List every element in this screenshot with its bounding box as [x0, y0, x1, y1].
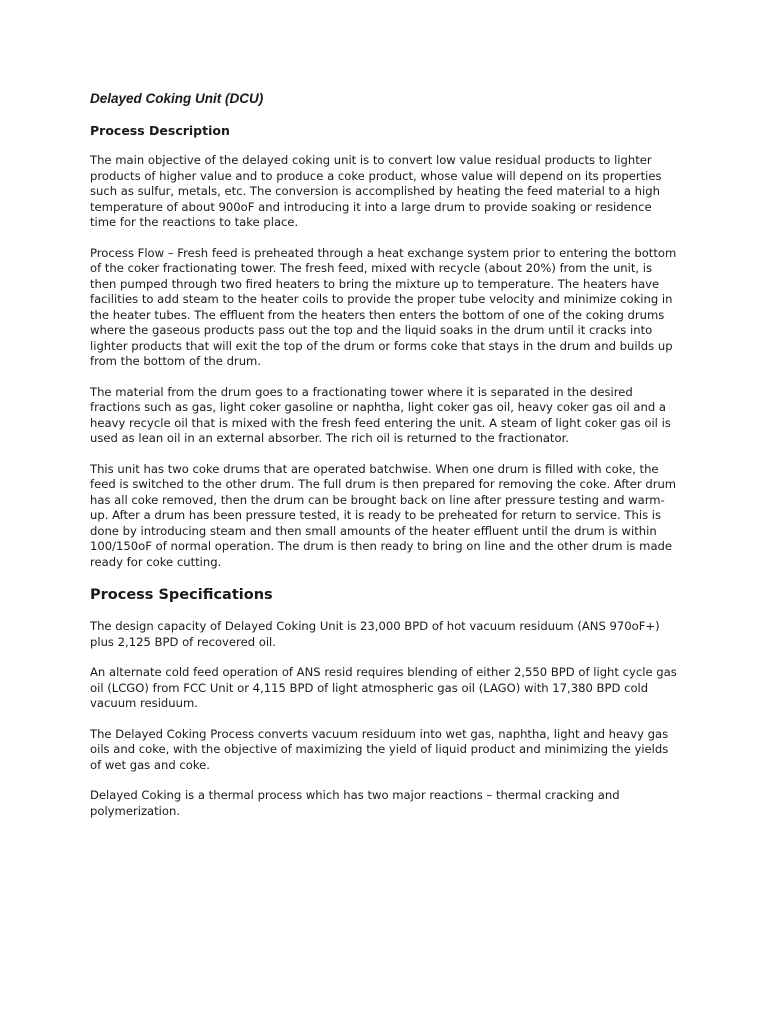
paragraph-coke-drums: This unit has two coke drums that are operated batchwise. When one drum is filled with coke, the feed is switched to the other drum. The full drum is then prepared for removing the coke. After drum has all coke removed, then the drum can be brought back on line after pressure testing and warm-up. After a drum has been pressure tested, it is ready to be preheated for return to service. This is done by introducing steam and then small amounts of the heater effluent until the drum is within 100/150oF of normal operation. The drum is then ready to bring on line and the other drum is made ready for coke cutting.: [90, 461, 677, 569]
section-heading-process-description: Process Description: [90, 123, 230, 138]
document-title: Delayed Coking Unit (DCU): [90, 91, 264, 106]
paragraph-objective: The main objective of the delayed coking unit is to convert low value residual products to lighter products of higher value and to produce a coke product, whose value will depend on its properties such as sulfur, metals, etc. The conversion is accomplished by heating the feed material to a high temperature of about 900oF and introducing it into a large drum to provide soaking or residence time for the reactions to take place.: [90, 153, 662, 229]
paragraph-design-capacity: The design capacity of Delayed Coking Unit is 23,000 BPD of hot vacuum residuum (ANS 970oF+) plus 2,125 BPD of recovered oil.: [90, 619, 660, 649]
paragraph-cold-feed: An alternate cold feed operation of ANS resid requires blending of either 2,550 BPD of light cycle gas oil (LCGO) from FCC Unit or 4,115 BPD of light atmospheric gas oil (LAGO) with 17,380 BPD cold vacuum residuum.: [90, 665, 677, 710]
section-heading-process-specifications: Process Specifications: [90, 587, 273, 603]
paragraph-conversion: The Delayed Coking Process converts vacuum residuum into wet gas, naphtha, light and heavy gas oils and coke, with the objective of maximizing the yield of liquid product and minimizing the yields of wet gas and coke.: [90, 726, 669, 772]
paragraph-thermal-process: Delayed Coking is a thermal process which has two major reactions – thermal cracking and polymerization.: [90, 788, 620, 818]
paragraph-fractionating: The material from the drum goes to a fractionating tower where it is separated in the desired fractions such as gas, light coker gasoline or naphtha, light coker gas oil, heavy coker gas oil and a heavy recycle oil that is mixed with the fresh feed entering the unit. A steam of light coker gas oil is used as lean oil in an external absorber. The rich oil is returned to the fractionator.: [90, 384, 671, 445]
document-page: [90, 90, 680, 834]
paragraph-process-flow: Process Flow – Fresh feed is preheated through a heat exchange system prior to entering the bottom of the coker fractionating tower. The fresh feed, mixed with recycle (about 20%) from the unit, is then pumped through two fired heaters to bring the mixture up to temperature. The heaters have facilities to add steam to the heater coils to provide the proper tube velocity and minimize coking in the heater tubes. The effluent from the heaters then enters the bottom of one of the coking drums where the gaseous products pass out the top and the liquid soaks in the drum until it cracks into lighter products that will exit the top of the drum or forms coke that stays in the drum and builds up from the bottom of the drum.: [90, 245, 677, 368]
